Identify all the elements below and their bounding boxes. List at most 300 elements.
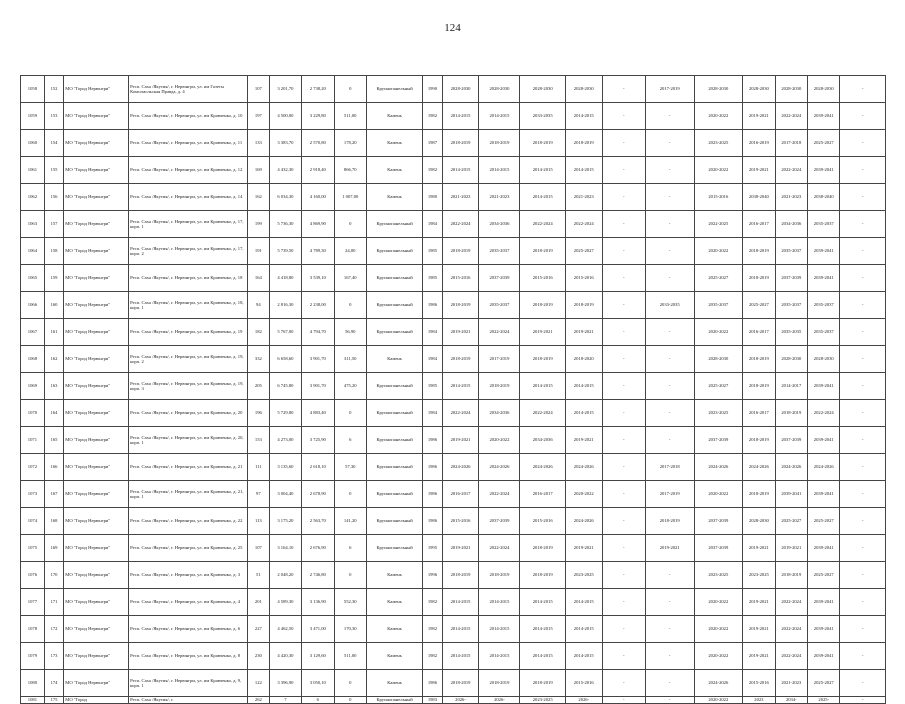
cell-living-area: 3 050,10	[302, 670, 334, 697]
cell-address: Респ. Саха /Якутия/, г. Нерюнгри, ул. им Кравченко, д. 19, корп. 3	[129, 373, 248, 400]
cell-total-area: 2 816,30	[269, 292, 301, 319]
cell-term-5: -	[602, 562, 645, 589]
cell-year-built: 1990	[423, 76, 442, 103]
page-number: 124	[444, 22, 461, 34]
table-row	[21, 346, 886, 373]
cell-term-5: -	[602, 211, 645, 238]
cell-residents: 332	[248, 346, 270, 373]
table-row	[21, 76, 886, 103]
cell-row-number: 1066	[21, 292, 45, 319]
cell-wall-material: Камень	[366, 157, 422, 184]
cell-wall-material: Камень	[366, 184, 422, 211]
cell-term-9: 2021-2023	[775, 184, 807, 211]
table-row	[21, 238, 886, 265]
cell-term-3: 2014-2015	[520, 373, 565, 400]
cell-term-1: 2022-2024	[442, 400, 479, 427]
cell-total-area: 5 739,50	[269, 238, 301, 265]
cell-term-3: 2022-2024	[520, 400, 565, 427]
cell-term-10: 2028-2030	[808, 346, 840, 373]
cell-term-4: 2014-2015	[565, 373, 602, 400]
cell-term-11: -	[840, 562, 886, 589]
cell-row-number: 1069	[21, 373, 45, 400]
cell-term-5: -	[602, 643, 645, 670]
cell-total-area: 4 500,00	[269, 103, 301, 130]
cell-living-area: 2 678,90	[302, 481, 334, 508]
table-row	[21, 616, 886, 643]
cell-nonliving-area: 170,30	[334, 616, 366, 643]
cell-wall-material: Камень	[366, 616, 422, 643]
cell-term-3: 2015-2016	[520, 265, 565, 292]
cell-term-1: 2014-2015	[442, 643, 479, 670]
cell-living-area: 3 129,60	[302, 643, 334, 670]
cell-term-8: 2016-2017	[743, 211, 775, 238]
cell-term-7: 2020-2022	[694, 643, 743, 670]
cell-local-number: 160	[44, 292, 63, 319]
cell-term-3: 2022-2024	[520, 211, 565, 238]
cell-municipality: МО "Город Нерюнгри"	[64, 238, 129, 265]
cell-term-1: 2019-2021	[442, 319, 479, 346]
cell-term-7: 2020-2022	[694, 697, 743, 704]
table-row	[21, 670, 886, 697]
cell-term-11: -	[840, 508, 886, 535]
cell-year-built: 1986	[423, 670, 442, 697]
cell-term-1: 2016-2017	[442, 481, 479, 508]
cell-year-built: 1980	[423, 184, 442, 211]
cell-term-6: 2033-2035	[645, 292, 694, 319]
cell-term-3: 2018-2019	[520, 535, 565, 562]
cell-term-7: 2022-2025	[694, 211, 743, 238]
cell-year-built: 1985	[423, 238, 442, 265]
cell-year-built: 1985	[423, 373, 442, 400]
cell-total-area: 6 658,60	[269, 346, 301, 373]
cell-term-5: -	[602, 535, 645, 562]
cell-year-built: 1983	[423, 697, 442, 704]
cell-term-1: 2014-2015	[442, 616, 479, 643]
cell-municipality: МО "Город Нерюнгри"	[64, 589, 129, 616]
cell-wall-material: Камень	[366, 589, 422, 616]
cell-residents: 164	[248, 265, 270, 292]
cell-term-11: -	[840, 184, 886, 211]
cell-residents: 182	[248, 319, 270, 346]
cell-term-2: 2018-2019	[479, 373, 520, 400]
cell-term-10: 2039-2041	[808, 643, 840, 670]
cell-nonliving-area: 167,40	[334, 265, 366, 292]
cell-residents: 262	[248, 697, 270, 704]
cell-address: Респ. Саха /Якутия/, г. Нерюнгри, ул. им Кравченко, д. 18	[129, 265, 248, 292]
cell-term-9: 2039-2041	[775, 481, 807, 508]
cell-term-2: 2021-2023	[479, 184, 520, 211]
cell-total-area: 4 273,00	[269, 427, 301, 454]
cell-term-3: 2015-2016	[520, 508, 565, 535]
cell-term-3: 2014-2015	[520, 157, 565, 184]
cell-term-8: 2019-2021	[743, 535, 775, 562]
cell-residents: 191	[248, 238, 270, 265]
cell-living-area: 2 918,40	[302, 157, 334, 184]
cell-wall-material: Крупнопанельный	[366, 427, 422, 454]
cell-residents: 196	[248, 400, 270, 427]
cell-local-number: 167	[44, 481, 63, 508]
cell-term-10: 2039-2041	[808, 616, 840, 643]
cell-address: Респ. Саха /Якутия/, г. Нерюнгри, ул. им Кравченко, д. 19	[129, 319, 248, 346]
cell-term-5: -	[602, 103, 645, 130]
cell-residents: 122	[248, 670, 270, 697]
cell-term-4: 2014-2015	[565, 589, 602, 616]
register-table	[20, 75, 886, 704]
cell-address: Респ. Саха /Якутия/, г. Нерюнгри, ул. им Кравченко, д. 10	[129, 103, 248, 130]
cell-term-10: 2039-2041	[808, 103, 840, 130]
table-row	[21, 157, 886, 184]
cell-term-11: -	[840, 643, 886, 670]
cell-term-10: 2039-2041	[808, 535, 840, 562]
cell-year-built: 1982	[423, 157, 442, 184]
cell-municipality: МО "Город Нерюнгри"	[64, 319, 129, 346]
cell-local-number: 162	[44, 346, 63, 373]
cell-term-1: 2019-2021	[442, 535, 479, 562]
cell-term-10: 2039-2041	[808, 265, 840, 292]
cell-term-9: 2035-2037	[775, 292, 807, 319]
cell-term-7: 2025-2027	[694, 265, 743, 292]
cell-term-4: 2024-2026	[565, 454, 602, 481]
cell-nonliving-area: 6	[334, 427, 366, 454]
cell-term-1: 2028-2030	[442, 76, 479, 103]
table-row	[21, 184, 886, 211]
cell-term-8: 2016-2017	[743, 319, 775, 346]
cell-row-number: 1063	[21, 211, 45, 238]
cell-municipality: МО "Город Нерюнгри"	[64, 427, 129, 454]
cell-wall-material: Крупнопанельный	[366, 265, 422, 292]
cell-wall-material: Крупнопанельный	[366, 400, 422, 427]
cell-term-11: -	[840, 454, 886, 481]
cell-term-6: -	[645, 616, 694, 643]
cell-year-built: 1984	[423, 400, 442, 427]
cell-nonliving-area: 56,90	[334, 319, 366, 346]
cell-local-number: 175	[44, 697, 63, 704]
cell-term-4: 2022-2024	[565, 211, 602, 238]
cell-term-3: 2034-2036	[520, 427, 565, 454]
cell-term-9: 2024-2026	[775, 454, 807, 481]
cell-term-11: -	[840, 589, 886, 616]
cell-term-5: -	[602, 319, 645, 346]
cell-term-10: 2039-2041	[808, 373, 840, 400]
table-row	[21, 400, 886, 427]
cell-total-area: 4 462,50	[269, 616, 301, 643]
cell-term-5: -	[602, 454, 645, 481]
cell-wall-material: Крупнопанельный	[366, 481, 422, 508]
cell-term-11: -	[840, 616, 886, 643]
cell-total-area: 3 135,60	[269, 454, 301, 481]
cell-residents: 201	[248, 589, 270, 616]
cell-term-3: 2024-2026	[520, 454, 565, 481]
cell-term-11: -	[840, 400, 886, 427]
cell-term-11: -	[840, 319, 886, 346]
cell-term-6: -	[645, 373, 694, 400]
table-row	[21, 427, 886, 454]
cell-term-10: 2035-2037	[808, 319, 840, 346]
cell-term-8: 2019-2021	[743, 616, 775, 643]
cell-address: Респ. Саха /Якутия/, г.	[129, 697, 248, 704]
cell-address: Респ. Саха /Якутия/, г. Нерюнгри, ул. им Кравченко, д. 11	[129, 130, 248, 157]
cell-year-built: 1985	[423, 265, 442, 292]
cell-address: Респ. Саха /Якутия/, г. Нерюнгри, ул. им Кравченко, д. 20	[129, 400, 248, 427]
cell-total-area: 5 767,00	[269, 319, 301, 346]
cell-term-9: 2017-2018	[775, 130, 807, 157]
cell-living-area: 6	[302, 697, 334, 704]
cell-term-4: 2021-2023	[565, 184, 602, 211]
cell-term-11: -	[840, 427, 886, 454]
cell-term-10: 2024-2026	[808, 454, 840, 481]
table-row	[21, 292, 886, 319]
cell-nonliving-area: 511,00	[334, 103, 366, 130]
cell-row-number: 1061	[21, 157, 45, 184]
cell-living-area: 4 789,30	[302, 238, 334, 265]
cell-term-1: 2018-2019	[442, 346, 479, 373]
cell-term-4: 2018-2019	[565, 130, 602, 157]
cell-municipality: МО "Город Нерюнгри"	[64, 616, 129, 643]
cell-term-4: 2014-2015	[565, 103, 602, 130]
cell-term-9: 2022-2024	[775, 589, 807, 616]
cell-address: Респ. Саха /Якутия/, г. Нерюнгри, ул. им Кравченко, д. 25	[129, 535, 248, 562]
cell-term-6: -	[645, 130, 694, 157]
cell-nonliving-area: 866,70	[334, 157, 366, 184]
cell-term-3: 2018-2019	[520, 346, 565, 373]
cell-municipality: МО "Город Нерюнгри"	[64, 292, 129, 319]
cell-term-11: -	[840, 103, 886, 130]
cell-total-area: 4 589,30	[269, 589, 301, 616]
cell-living-area: 3 901,70	[302, 373, 334, 400]
cell-term-6: 2019-2021	[645, 535, 694, 562]
cell-term-5: -	[602, 697, 645, 704]
cell-term-9: 2014-2017	[775, 373, 807, 400]
cell-term-7: 2037-2039	[694, 535, 743, 562]
cell-row-number: 1071	[21, 427, 45, 454]
cell-term-2: 2017-2019	[479, 346, 520, 373]
cell-term-5: -	[602, 427, 645, 454]
cell-wall-material: Крупнопанельный	[366, 454, 422, 481]
cell-total-area: 3 164,10	[269, 535, 301, 562]
cell-wall-material: Крупнопанельный	[366, 373, 422, 400]
cell-residents: 205	[248, 373, 270, 400]
cell-year-built: 1984	[423, 211, 442, 238]
cell-nonliving-area: 475,20	[334, 373, 366, 400]
cell-year-built: 1995	[423, 535, 442, 562]
cell-year-built: 1984	[423, 319, 442, 346]
cell-local-number: 159	[44, 265, 63, 292]
cell-term-6: -	[645, 238, 694, 265]
cell-term-6: 2018-2019	[645, 508, 694, 535]
cell-total-area: 6 745,80	[269, 373, 301, 400]
cell-wall-material: Камень	[366, 562, 422, 589]
cell-address: Респ. Саха /Якутия/, г. Нерюнгри, ул. им Кравченко, д. 3	[129, 562, 248, 589]
cell-living-area: 3 471,00	[302, 616, 334, 643]
cell-year-built: 1984	[423, 346, 442, 373]
cell-total-area: 3 175,20	[269, 508, 301, 535]
cell-term-8: 2015-2016	[743, 670, 775, 697]
cell-row-number: 1065	[21, 265, 45, 292]
cell-address: Респ. Саха /Якутия/, г. Нерюнгри, ул. им Кравченко, д. 19, корп. 2	[129, 346, 248, 373]
cell-residents: 153	[248, 427, 270, 454]
cell-municipality: МО "Город Нерюнгри"	[64, 130, 129, 157]
cell-term-5: -	[602, 346, 645, 373]
cell-address: Респ. Саха /Якутия/, г. Нерюнгри, ул. им Кравченко, д. 4	[129, 589, 248, 616]
cell-term-11: -	[840, 238, 886, 265]
cell-term-1: 2018-2019	[442, 670, 479, 697]
cell-residents: 107	[248, 535, 270, 562]
cell-term-7: 2024-2026	[694, 670, 743, 697]
cell-term-2: 2022-2024	[479, 319, 520, 346]
cell-address: Респ. Саха /Якутия/, г. Нерюнгри, ул. им Кравченко, д. 22	[129, 508, 248, 535]
cell-living-area: 3 725,90	[302, 427, 334, 454]
cell-term-3: 2028-2030	[520, 76, 565, 103]
cell-row-number: 1070	[21, 400, 45, 427]
cell-term-9: 2022-2024	[775, 157, 807, 184]
cell-living-area: 2 676,90	[302, 535, 334, 562]
cell-term-6: 2017-2019	[645, 76, 694, 103]
cell-term-4: 2020-2022	[565, 481, 602, 508]
cell-term-1: 2021-2023	[442, 184, 479, 211]
cell-term-8: 2016-2019	[743, 130, 775, 157]
table-row	[21, 481, 886, 508]
cell-row-number: 1078	[21, 616, 45, 643]
cell-nonliving-area: 0	[334, 292, 366, 319]
cell-term-9: 2035-2037	[775, 238, 807, 265]
cell-total-area: 3 201,70	[269, 76, 301, 103]
cell-term-7: 2020-2022	[694, 319, 743, 346]
cell-term-6: -	[645, 562, 694, 589]
cell-term-9: 2034-	[775, 697, 807, 704]
cell-term-11: -	[840, 130, 886, 157]
cell-term-3: 2023-2025	[520, 697, 565, 704]
cell-total-area: 4 432,30	[269, 157, 301, 184]
cell-term-10: 2039-2041	[808, 427, 840, 454]
cell-term-10: 2025-2027	[808, 670, 840, 697]
cell-term-8: 2028-2030	[743, 76, 775, 103]
cell-row-number: 1077	[21, 589, 45, 616]
cell-local-number: 170	[44, 562, 63, 589]
cell-term-8: 2016-2017	[743, 400, 775, 427]
cell-living-area: 4 794,70	[302, 319, 334, 346]
cell-term-6: -	[645, 265, 694, 292]
cell-term-9: 2018-2019	[775, 400, 807, 427]
cell-local-number: 171	[44, 589, 63, 616]
cell-term-3: 2016-2017	[520, 481, 565, 508]
cell-year-built: 1986	[423, 481, 442, 508]
cell-term-7: 2025-2027	[694, 373, 743, 400]
cell-municipality: МО "Город Нерюнгри"	[64, 670, 129, 697]
cell-local-number: 163	[44, 373, 63, 400]
cell-local-number: 156	[44, 184, 63, 211]
cell-term-2: 2037-2039	[479, 508, 520, 535]
cell-term-8: 2018-2019	[743, 346, 775, 373]
cell-term-1: 2014-2015	[442, 157, 479, 184]
cell-year-built: 1986	[423, 427, 442, 454]
cell-term-8: 2018-2019	[743, 427, 775, 454]
cell-local-number: 164	[44, 400, 63, 427]
cell-term-5: -	[602, 76, 645, 103]
cell-term-1: 2024-2026	[442, 454, 479, 481]
cell-wall-material: Камень	[366, 643, 422, 670]
cell-term-9: 2037-2039	[775, 265, 807, 292]
cell-term-5: -	[602, 265, 645, 292]
cell-total-area: 5 736,30	[269, 211, 301, 238]
cell-residents: 113	[248, 508, 270, 535]
cell-term-7: 2023-2025	[694, 562, 743, 589]
cell-living-area: 2 746,80	[302, 562, 334, 589]
cell-term-2: 2014-2015	[479, 589, 520, 616]
cell-term-7: 2023-2025	[694, 400, 743, 427]
cell-row-number: 1081	[21, 697, 45, 704]
cell-term-1: 2015-2016	[442, 265, 479, 292]
cell-term-8: 2023	[743, 697, 775, 704]
cell-year-built: 1986	[423, 508, 442, 535]
table-row	[21, 589, 886, 616]
cell-term-9: 2022-2024	[775, 643, 807, 670]
cell-term-4: 2028-2030	[565, 76, 602, 103]
cell-term-5: -	[602, 130, 645, 157]
cell-residents: 227	[248, 616, 270, 643]
cell-wall-material: Крупнопанельный	[366, 697, 422, 704]
cell-term-8: 2019-2021	[743, 589, 775, 616]
cell-term-11: -	[840, 535, 886, 562]
cell-term-2: 2022-2024	[479, 535, 520, 562]
cell-total-area: 3 004,40	[269, 481, 301, 508]
table-row	[21, 508, 886, 535]
cell-term-6: -	[645, 670, 694, 697]
cell-total-area: 6 034,30	[269, 184, 301, 211]
cell-nonliving-area: 178,20	[334, 130, 366, 157]
cell-term-2: 2034-2036	[479, 400, 520, 427]
cell-living-area: 3 539,10	[302, 265, 334, 292]
cell-term-2: 2014-2015	[479, 643, 520, 670]
cell-term-7: 2037-2039	[694, 508, 743, 535]
cell-term-4: 2014-2015	[565, 643, 602, 670]
cell-term-5: -	[602, 238, 645, 265]
cell-term-4: 2024-2026	[565, 508, 602, 535]
cell-term-8: 2019-2021	[743, 643, 775, 670]
cell-municipality: МО "Город Нерюнгри"	[64, 643, 129, 670]
cell-term-2: 2034-2036	[479, 211, 520, 238]
cell-address: Респ. Саха /Якутия/, г. Нерюнгри, ул. им Кравченко, д. 6	[129, 616, 248, 643]
cell-term-5: -	[602, 616, 645, 643]
cell-term-10: 2039-2041	[808, 238, 840, 265]
cell-term-8: 2024-2026	[743, 454, 775, 481]
cell-term-6: -	[645, 643, 694, 670]
cell-municipality: МО "Город	[64, 697, 129, 704]
cell-address: Респ. Саха /Якутия/, г. Нерюнгри, ул. им Кравченко, д. 20, корп. 1	[129, 427, 248, 454]
cell-local-number: 166	[44, 454, 63, 481]
cell-term-11: -	[840, 157, 886, 184]
cell-municipality: МО "Город Нерюнгри"	[64, 157, 129, 184]
cell-wall-material: Крупнопанельный	[366, 535, 422, 562]
cell-term-2: 2018-2019	[479, 670, 520, 697]
cell-term-9: 2019-2021	[775, 535, 807, 562]
cell-term-1: 2018-2019	[442, 238, 479, 265]
cell-living-area: 4 869,90	[302, 211, 334, 238]
table-body	[21, 76, 886, 704]
cell-residents: 230	[248, 643, 270, 670]
cell-term-3: 2018-2019	[520, 562, 565, 589]
cell-nonliving-area: 552,30	[334, 589, 366, 616]
cell-term-2: 2026-	[479, 697, 520, 704]
cell-year-built: 1986	[423, 292, 442, 319]
table-row	[21, 562, 886, 589]
cell-nonliving-area: 0	[334, 211, 366, 238]
cell-municipality: МО "Город Нерюнгри"	[64, 184, 129, 211]
cell-row-number: 1076	[21, 562, 45, 589]
cell-year-built: 1982	[423, 103, 442, 130]
cell-wall-material: Камень	[366, 670, 422, 697]
cell-term-6: -	[645, 346, 694, 373]
cell-term-5: -	[602, 373, 645, 400]
